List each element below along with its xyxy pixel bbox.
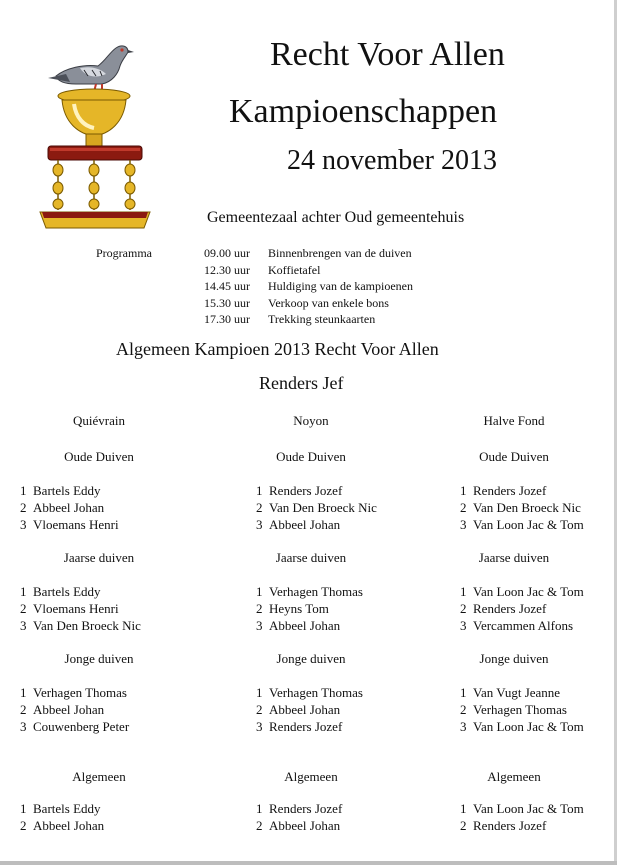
section-title: Jaarse duiven [63, 550, 135, 565]
ranking-item [460, 601, 584, 618]
fancier-name: Abbeel Johan [269, 702, 341, 717]
fancier-name: Van Vugt Jeanne [473, 685, 561, 700]
rank-number: 1 [460, 483, 467, 498]
ranking-item [20, 500, 119, 517]
ranking-item [460, 584, 584, 601]
fancier-name: Van Loon Jac & Tom [473, 584, 584, 599]
ranking-item [20, 685, 129, 702]
rank-number: 2 [460, 601, 467, 616]
rank-number: 1 [460, 801, 467, 816]
ranking-item [20, 601, 141, 618]
programma-item [204, 279, 413, 296]
fancier-name: Bartels Eddy [33, 584, 101, 599]
section-title: Oude Duiven [64, 449, 134, 464]
ranking-item [256, 801, 342, 818]
ranking-item [256, 618, 363, 635]
fancier-name: Abbeel Johan [33, 500, 105, 515]
ranking-item [256, 719, 363, 736]
ranking-item [460, 702, 584, 719]
ranking-item [256, 702, 363, 719]
section-title: Jaarse duiven [478, 550, 550, 565]
rank-number: 3 [20, 517, 27, 532]
fancier-name: Renders Jozef [473, 601, 547, 616]
fancier-name: Van Den Broeck Nic [33, 618, 141, 633]
pigeon-trophy-icon [36, 38, 154, 230]
section-title: Jaarse duiven [275, 550, 347, 565]
fancier-name: Abbeel Johan [33, 818, 105, 833]
programma-time: 14.45 uur [204, 279, 250, 293]
ranking-item [460, 818, 584, 835]
fancier-name: Verhagen Thomas [473, 702, 567, 717]
fancier-name: Couwenberg Peter [33, 719, 130, 734]
section-title: Algemeen [487, 769, 541, 784]
rank-number: 1 [460, 685, 467, 700]
rank-number: 2 [20, 601, 27, 616]
event-date: 24 november 2013 [287, 145, 497, 176]
programma-list [204, 246, 413, 329]
rank-number: 1 [20, 801, 27, 816]
fancier-name: Vercammen Alfons [473, 618, 574, 633]
rank-number: 2 [20, 702, 27, 717]
programma-text: Huldiging van de kampioenen [268, 279, 413, 293]
title-line-2: Kampioenschappen [229, 93, 498, 130]
ranking-list [460, 483, 584, 534]
ranking-item [460, 517, 584, 534]
fancier-name: Van Den Broeck Nic [269, 500, 377, 515]
event-venue: Gemeentezaal achter Oud gemeentehuis [207, 209, 465, 226]
fancier-name: Van Den Broeck Nic [473, 500, 581, 515]
fancier-name: Renders Jozef [269, 801, 343, 816]
ranking-item [256, 483, 377, 500]
ranking-list [256, 584, 363, 635]
ranking-item [20, 719, 129, 736]
ranking-item [20, 483, 119, 500]
scan-edge-bottom [0, 861, 617, 865]
rank-number: 3 [20, 719, 27, 734]
ranking-item [20, 801, 104, 818]
fancier-name: Van Loon Jac & Tom [473, 719, 584, 734]
rank-number: 1 [256, 584, 263, 599]
programma-text: Trekking steunkaarten [268, 312, 376, 326]
rank-number: 3 [460, 517, 467, 532]
rank-number: 3 [256, 618, 263, 633]
section-title: Oude Duiven [479, 449, 549, 464]
rank-number: 1 [20, 584, 27, 599]
ranking-list [20, 483, 119, 534]
rank-number: 2 [20, 500, 27, 515]
rank-number: 3 [256, 517, 263, 532]
ranking-list [460, 584, 584, 635]
rank-number: 2 [256, 702, 263, 717]
champion-line: Algemeen Kampioen 2013 Recht Voor Allen [116, 339, 439, 359]
fancier-name: Vloemans Henri [33, 517, 119, 532]
rank-number: 3 [20, 618, 27, 633]
programma-item [204, 312, 413, 329]
programma-time: 12.30 uur [204, 262, 250, 277]
column-title: Noyon [293, 413, 329, 428]
ranking-item [460, 483, 584, 500]
programma-text: Verkoop van enkele bons [268, 295, 389, 310]
ranking-item [256, 685, 363, 702]
fancier-name: Bartels Eddy [33, 483, 101, 498]
ranking-item [256, 818, 342, 835]
programma-item [204, 296, 413, 313]
ranking-list [256, 801, 342, 835]
rank-number: 1 [20, 685, 27, 700]
fancier-name: Verhagen Thomas [269, 685, 363, 700]
ranking-item [256, 500, 377, 517]
trophy-columns [53, 160, 135, 210]
ranking-item [460, 719, 584, 736]
fancier-name: Renders Jozef [473, 818, 547, 833]
section-title: Jonge duiven [64, 651, 134, 666]
rank-number: 1 [256, 801, 263, 816]
programma-time: 09.00 uur [204, 246, 250, 260]
programma-time: 15.30 uur [204, 295, 250, 310]
ranking-item [256, 601, 363, 618]
fancier-name: Van Loon Jac & Tom [473, 517, 584, 532]
rank-number: 1 [256, 685, 263, 700]
section-title: Jonge duiven [479, 651, 549, 666]
column-title: Halve Fond [483, 413, 545, 428]
fancier-name: Renders Jozef [473, 483, 547, 498]
section-title: Algemeen [284, 769, 338, 784]
fancier-name: Verhagen Thomas [33, 685, 127, 700]
section-title: Oude Duiven [276, 449, 346, 464]
section-title: Algemeen [72, 769, 126, 784]
fancier-name: Abbeel Johan [269, 818, 341, 833]
programma-label: Programma [96, 246, 152, 260]
rank-number: 2 [460, 702, 467, 717]
fancier-name: Renders Jozef [269, 719, 343, 734]
ranking-item [460, 618, 584, 635]
fancier-name: Heyns Tom [269, 601, 329, 616]
ranking-list [256, 685, 363, 736]
rank-number: 1 [460, 584, 467, 599]
fancier-name: Vloemans Henri [33, 601, 119, 616]
title-line-1: Recht Voor Allen [270, 36, 505, 73]
ranking-list [256, 483, 377, 534]
programma-text: Binnenbrengen van de duiven [268, 246, 412, 260]
ranking-list [460, 685, 584, 736]
ranking-list [20, 685, 129, 736]
fancier-name: Bartels Eddy [33, 801, 101, 816]
rank-number: 3 [460, 719, 467, 734]
fancier-name: Verhagen Thomas [269, 584, 363, 599]
pigeon-icon [48, 46, 134, 92]
rank-number: 2 [256, 500, 263, 515]
ranking-item [20, 517, 119, 534]
ranking-list [20, 801, 104, 835]
ranking-list [460, 801, 584, 835]
section-title: Jonge duiven [276, 651, 346, 666]
rank-number: 1 [256, 483, 263, 498]
ranking-item [20, 584, 141, 601]
programma-time: 17.30 uur [204, 312, 250, 326]
rank-number: 3 [460, 618, 467, 633]
rank-number: 2 [460, 818, 467, 833]
rank-number: 2 [460, 500, 467, 515]
ranking-list [20, 584, 141, 635]
ranking-item [20, 818, 104, 835]
ranking-item [460, 500, 584, 517]
column-title: Quiévrain [73, 413, 125, 428]
programma-item [204, 246, 413, 263]
rank-number: 1 [20, 483, 27, 498]
fancier-name: Renders Jozef [269, 483, 343, 498]
ranking-item [460, 801, 584, 818]
champion-name: Renders Jef [259, 373, 344, 393]
fancier-name: Abbeel Johan [269, 618, 341, 633]
ranking-item [20, 702, 129, 719]
rank-number: 2 [256, 818, 263, 833]
fancier-name: Abbeel Johan [33, 702, 105, 717]
programma-item [204, 263, 413, 280]
rank-number: 3 [256, 719, 263, 734]
rank-number: 2 [20, 818, 27, 833]
ranking-item [256, 517, 377, 534]
fancier-name: Van Loon Jac & Tom [473, 801, 584, 816]
ranking-item [20, 618, 141, 635]
fancier-name: Abbeel Johan [269, 517, 341, 532]
programma-text: Koffietafel [268, 262, 321, 277]
rank-number: 2 [256, 601, 263, 616]
ranking-item [460, 685, 584, 702]
ranking-item [256, 584, 363, 601]
